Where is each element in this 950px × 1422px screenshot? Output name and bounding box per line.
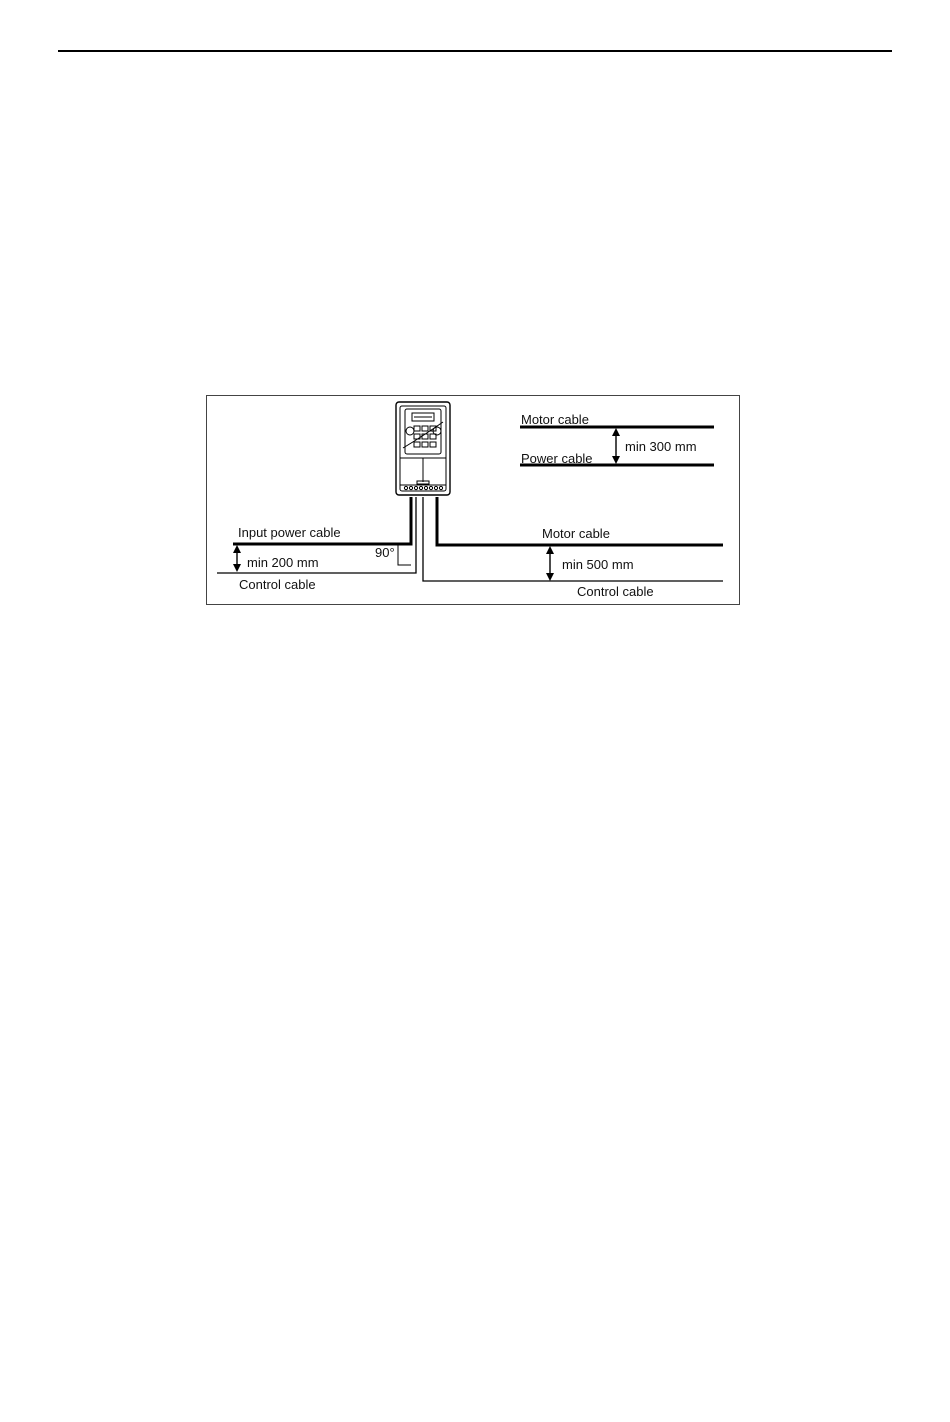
header-rule <box>58 50 892 52</box>
min-300-label: min 300 mm <box>625 439 697 454</box>
motor-cable-top-label: Motor cable <box>521 412 589 427</box>
input-power-cable-label: Input power cable <box>238 525 341 540</box>
min-500-label: min 500 mm <box>562 557 634 572</box>
control-cable-right-label: Control cable <box>577 584 654 599</box>
angle-label: 90° <box>375 545 395 560</box>
inverter-drive-icon <box>396 402 450 495</box>
control-cable-left-label: Control cable <box>239 577 316 592</box>
power-cable-top-label: Power cable <box>521 451 593 466</box>
min-200-label: min 200 mm <box>247 555 319 570</box>
right-angle-marker <box>398 544 411 565</box>
cable-routing-diagram <box>207 396 741 606</box>
cable-routing-figure <box>206 395 740 605</box>
motor-cable-right-label: Motor cable <box>542 526 610 541</box>
